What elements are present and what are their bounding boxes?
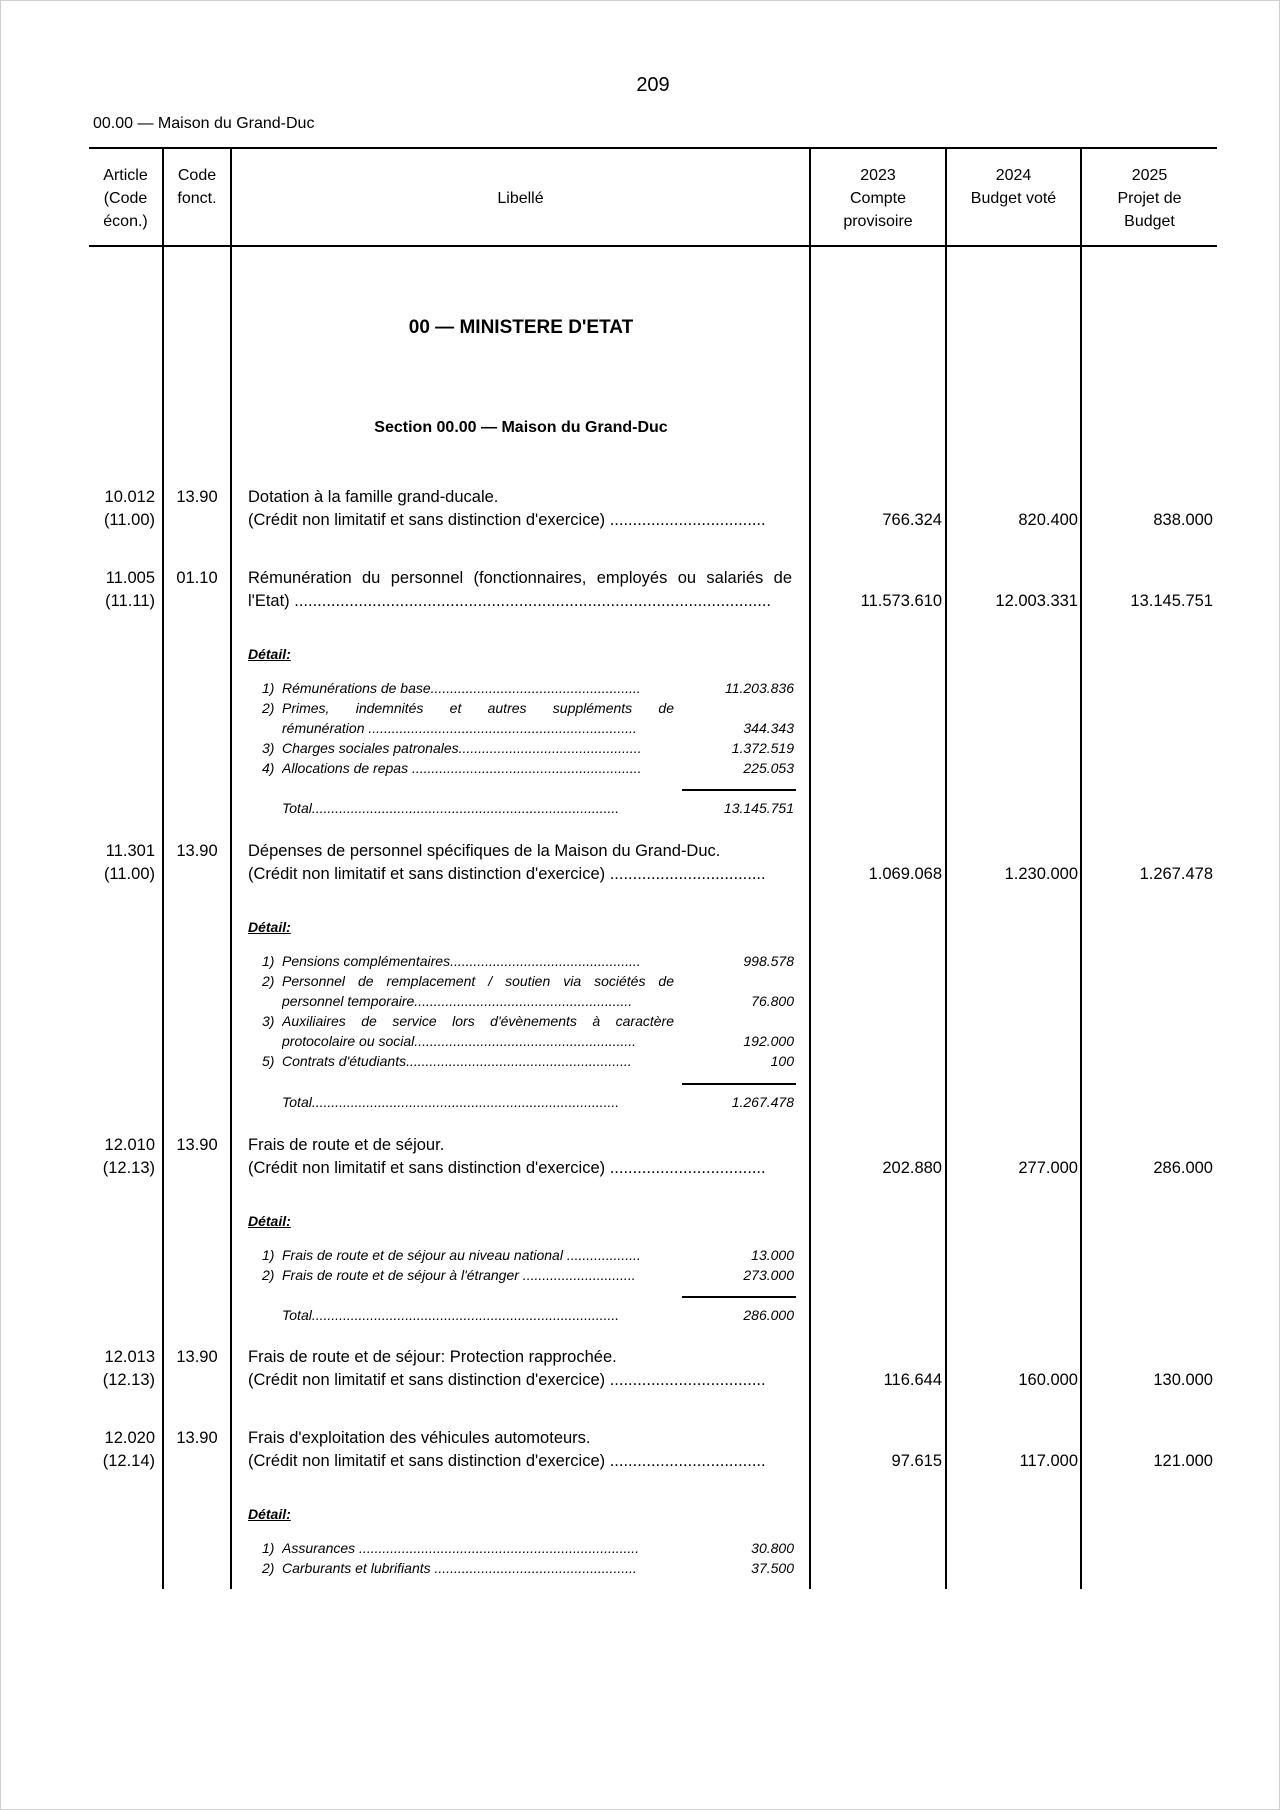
detail-item: 2) Carburants et lubrifiants .................................................... xyxy=(262,1560,637,1576)
article-label: Rémunération du personnel (fonctionnaires, employés ou salariés de l'Etat) ........................................................................................................ xyxy=(248,569,792,610)
detail-item: 1) Pensions complémentaires................................................. xyxy=(262,953,641,969)
amount-2023: 766.324 xyxy=(882,511,942,529)
page-number: 209 xyxy=(636,74,670,96)
column-divider xyxy=(809,147,811,1589)
total-rule xyxy=(682,789,796,791)
amount-2024: 820.400 xyxy=(1018,511,1078,529)
amount-2024: 277.000 xyxy=(1018,1159,1078,1177)
total-rule xyxy=(682,1083,796,1085)
table-top-rule xyxy=(89,147,1217,149)
amount-2024: 160.000 xyxy=(1018,1371,1078,1389)
header-article: Article (Code écon.) xyxy=(103,167,148,230)
detail-value: 13.000 xyxy=(751,1247,794,1263)
detail-item: 4) Allocations de repas ........................................................... xyxy=(262,760,642,776)
amount-2023: 11.573.610 xyxy=(860,592,942,610)
detail-value: 1.372.519 xyxy=(731,740,794,756)
article-label: Dotation à la famille grand-ducale. (Crédit non limitatif et sans distinction d'exercice) .................................. xyxy=(248,488,766,529)
column-divider xyxy=(162,147,164,1589)
article-label: Frais de route et de séjour: Protection rapprochée. (Crédit non limitatif et sans distinction d'exercice) .................................. xyxy=(248,1348,766,1389)
section-title: Section 00.00 — Maison du Grand-Duc xyxy=(374,419,668,436)
column-divider xyxy=(230,147,232,1589)
detail-item: 5) Contrats d'étudiants.......................................................... xyxy=(262,1053,632,1069)
amount-2025: 13.145.751 xyxy=(1130,592,1213,610)
section-header: 00.00 — Maison du Grand-Duc xyxy=(93,115,315,132)
article-label: Frais d'exploitation des véhicules automoteurs. (Crédit non limitatif et sans distinction d'exercice) .................................. xyxy=(248,1429,766,1470)
function-code: 13.90 xyxy=(176,842,218,860)
detail-total-label: Total............................................................................... xyxy=(282,800,620,816)
amount-2025: 130.000 xyxy=(1153,1371,1213,1389)
column-divider xyxy=(945,147,947,1589)
detail-title: Détail: xyxy=(248,1213,291,1229)
article-number: 10.012 (11.00) xyxy=(103,488,155,529)
detail-value: 998.578 xyxy=(743,953,794,969)
article-number: 12.013 (12.13) xyxy=(102,1348,155,1389)
article-label: Frais de route et de séjour. (Crédit non limitatif et sans distinction d'exercice) .................................. xyxy=(248,1136,766,1177)
article-number: 11.301 (11.00) xyxy=(103,842,155,883)
amount-2023: 116.644 xyxy=(883,1371,942,1389)
total-rule xyxy=(682,1296,796,1298)
amount-2025: 1.267.478 xyxy=(1139,865,1213,883)
detail-item: 1) Assurances ........................................................................ xyxy=(262,1540,640,1556)
detail-item: 2) Primes, indemnités et autres suppléments de rémunération ..................................................................... xyxy=(262,700,674,736)
amount-2023: 1.069.068 xyxy=(868,865,942,883)
detail-value: 76.800 xyxy=(751,993,794,1009)
function-code: 13.90 xyxy=(176,1136,218,1154)
table-header-rule xyxy=(89,245,1217,247)
amount-2025: 286.000 xyxy=(1153,1159,1213,1177)
detail-item: 1) Frais de route et de séjour au niveau national ................... xyxy=(262,1247,641,1263)
ministry-title: 00 — MINISTERE D'ETAT xyxy=(408,317,634,338)
detail-total-label: Total............................................................................... xyxy=(282,1094,620,1110)
detail-total-value: 286.000 xyxy=(743,1307,794,1323)
detail-value: 100 xyxy=(770,1053,794,1069)
amount-2023: 202.880 xyxy=(882,1159,942,1177)
amount-2024: 1.230.000 xyxy=(1004,865,1078,883)
detail-value: 344.343 xyxy=(743,720,794,736)
function-code: 13.90 xyxy=(176,1429,218,1447)
detail-value: 37.500 xyxy=(751,1560,794,1576)
function-code: 13.90 xyxy=(176,488,218,506)
detail-total-label: Total............................................................................... xyxy=(282,1307,620,1323)
amount-2023: 97.615 xyxy=(891,1452,942,1470)
function-code: 01.10 xyxy=(176,569,218,587)
amount-2024: 117.000 xyxy=(1019,1452,1078,1470)
detail-title: Détail: xyxy=(248,646,291,662)
detail-item: 3) Auxiliaires de service lors d'évènements à caractère protocolaire ou social......................................................... xyxy=(262,1013,674,1049)
detail-item: 3) Charges sociales patronales............................................... xyxy=(262,740,642,756)
amount-2024: 12.003.331 xyxy=(995,592,1078,610)
function-code: 13.90 xyxy=(176,1348,218,1366)
detail-item: 2) Personnel de remplacement / soutien via sociétés de personnel temporaire........................................................ xyxy=(262,973,674,1009)
detail-title: Détail: xyxy=(248,919,291,935)
column-divider xyxy=(1080,147,1082,1589)
amount-2025: 121.000 xyxy=(1153,1452,1213,1470)
article-label: Dépenses de personnel spécifiques de la Maison du Grand-Duc. (Crédit non limitatif et sans distinction d'exercice) .................................. xyxy=(248,842,766,883)
detail-total-value: 13.145.751 xyxy=(723,800,794,816)
detail-value: 11.203.836 xyxy=(724,680,794,696)
detail-value: 273.000 xyxy=(743,1267,794,1283)
header-libelle: Libellé xyxy=(497,190,544,207)
header-2025: 2025 Projet de Budget xyxy=(1117,167,1182,230)
article-number: 11.005 (11.11) xyxy=(105,569,155,610)
article-number: 12.020 (12.14) xyxy=(102,1429,155,1470)
article-number: 12.010 (12.13) xyxy=(102,1136,155,1177)
header-2024: 2024 Budget voté xyxy=(970,167,1057,207)
detail-value: 30.800 xyxy=(751,1540,794,1556)
detail-title: Détail: xyxy=(248,1506,291,1522)
detail-value: 225.053 xyxy=(743,760,794,776)
detail-value: 192.000 xyxy=(743,1033,794,1049)
detail-total-value: 1.267.478 xyxy=(731,1094,794,1110)
detail-item: 2) Frais de route et de séjour à l'étranger ............................. xyxy=(262,1267,636,1283)
detail-item: 1) Rémunérations de base...................................................... xyxy=(262,680,641,696)
header-code: Code fonct. xyxy=(177,167,217,207)
header-2023: 2023 Compte provisoire xyxy=(843,167,913,230)
amount-2025: 838.000 xyxy=(1153,511,1213,529)
